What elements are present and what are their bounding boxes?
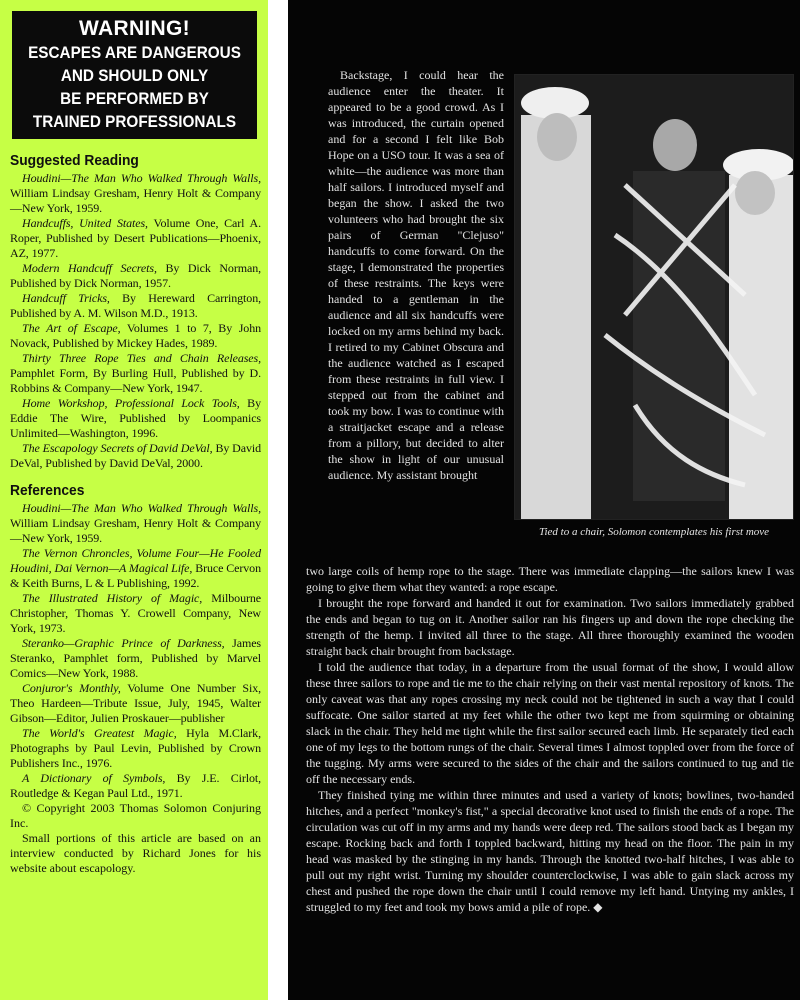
entry-details: Bruce Cervon & Keith Burns, L & L Publishing, 1992. [10, 561, 261, 590]
article-paragraph: They finished tying me within three minutes and used a variety of knots; bowlines, two-handed hitches, and a perfect "monkey's fist," a special decorative knot used to finish the ends of a rope. The circulation was cut off in my arms and my hands were deep red. The sailors stood back as I began my escape. Rocking back and forth I toppled backward, hitting my head on the floor. The pain in my head was masked by the stinging in my hands. Through the knotted two-half hitches, I was able to pull out my right wrist. Turning my shoulder counterclockwise, I was able to gain slack across my chest and pushed the rope down the chair until I could remove my left hand. Untying my ankles, I struggled to my feet and took my bows amid a pile of rope. ◆ [306, 788, 794, 914]
entry-details: By J.E. Cirlot, Routledge & Kegan Paul Ltd., 1971. [10, 771, 261, 800]
entry-title: The Escapology Secrets of David DeVal, [22, 441, 213, 455]
interview-note: Small portions of this article are based on an interview conducted by Richard Jones for his website about escapology. [10, 831, 261, 875]
entry-title: The Art of Escape, [22, 321, 121, 335]
gutter [268, 0, 288, 1000]
photo-caption: Tied to a chair, Solomon contemplates his first move [538, 526, 770, 538]
article-paragraph: I brought the rope forward and handed it out for examination. Two sailors immediately grabbed the ends and began to tug on it. Another sailor ran his fingers up and down the rope checking the strength of the hemp. I invited all three to the stage. All three thoroughly examined the wooden straight back chair brought from backstage. [306, 596, 794, 658]
bibliography-entry [10, 501, 261, 546]
entry-title: Steranko—Graphic Prince of Darkness, [22, 636, 225, 650]
warning-line: BE PERFORMED BY [60, 89, 209, 108]
warning-box [12, 11, 257, 139]
entry-details: James Steranko, Pamphlet form, Published by Marvel Comics—New York, 1988. [10, 636, 261, 680]
bibliography-entry [10, 261, 261, 291]
suggested-reading-heading: Suggested Reading [10, 152, 139, 169]
bibliography-entry [10, 321, 261, 351]
article-column-narrow [328, 67, 504, 483]
references-list [10, 501, 261, 801]
entry-title: Conjuror's Monthly, [22, 681, 121, 695]
bibliography-entry [10, 441, 261, 471]
entry-details: Pamphlet Form, By Burling Hull, Published by D. Robbins & Company—New York, 1947. [10, 366, 261, 395]
article-photo [514, 74, 794, 520]
bibliography-entry [10, 636, 261, 681]
entry-title: Home Workshop, Professional Lock Tools, [22, 396, 240, 410]
bibliography-entry [10, 171, 261, 216]
bibliography-entry [10, 726, 261, 771]
entry-title: Handcuffs, United States, [22, 216, 148, 230]
entry-details: Volumes 1 to 7, By John Novack, Published by Mickey Hades, 1989. [10, 321, 261, 350]
entry-title: Handcuff Tricks, [22, 291, 110, 305]
warning-line: ESCAPES ARE DANGEROUS [28, 43, 241, 62]
entry-details: Hyla M.Clark, Photographs by Paul Levin, Published by Crown Publishers Inc., 1976. [10, 726, 261, 770]
suggested-reading-list [10, 171, 261, 471]
entry-title: Modern Handcuff Secrets, [22, 261, 157, 275]
bibliography-entry [10, 351, 261, 396]
bibliography-entry [10, 591, 261, 636]
article-column-wide [306, 563, 794, 915]
entry-title: The Vernon Chroncles, Volume Four—He Fooled Houdini, Dai Vernon—A Magical Life, [10, 546, 261, 575]
bibliography-entry [10, 771, 261, 801]
bibliography-entry [10, 546, 261, 591]
references-heading: References [10, 482, 85, 499]
entry-details: William Lindsay Gresham, Henry Holt & Company—New York, 1959. [10, 186, 261, 215]
warning-line: AND SHOULD ONLY [60, 66, 209, 85]
bibliography-entry [10, 681, 261, 726]
sidebar-content [10, 152, 261, 876]
warning-line: TRAINED PROFESSIONALS [32, 112, 237, 131]
entry-title: A Dictionary of Symbols, [22, 771, 166, 785]
entry-title: The Illustrated History of Magic, [22, 591, 203, 605]
bibliography-entry [10, 216, 261, 261]
photo-illustration [515, 75, 794, 520]
article-paragraph: I told the audience that today, in a departure from the usual format of the show, I would allow these three sailors to rope and tie me to the chair relying on their vast mental repository of knots. The only caveat was that any ropes crossing my neck could not be tightened in such a way that I could suffocate. One sailor started at my feet while the other two kept me from squirming or obtaining slack in the chair. They held me tight while the first sailor secured each limb. He separately tied each one of my legs to the bottom rungs of the chair. Several times I almost toppled over from the force of the tugging. My arms were secured to the sides of the chair and the sailors continued to tug and tie off the necessary ends. [306, 660, 794, 786]
entry-title: The World's Greatest Magic, [22, 726, 177, 740]
bibliography-entry [10, 396, 261, 441]
entry-details: By Eddie The Wire, Published by Loompanics Unlimited—Washington, 1996. [10, 396, 261, 440]
entry-title: Houdini—The Man Who Walked Through Walls, [22, 501, 261, 515]
article-paragraph: two large coils of hemp rope to the stage. There was immediate clapping—the sailors knew I was going to give them what they wanted: a rope escape. [306, 564, 794, 594]
article-paragraph: Backstage, I could hear the audience enter the theater. It appeared to be a good crowd. As I was introduced, the curtain opened and for a second I felt like Bob Hope on a USO tour. It was a sea of white—the audience was more than half sailors. I introduced myself and began the show. I asked the two volunteers who had brought the six pairs of German "Clejuso" handcuffs to come forward. On the stage, I demonstrated the properties of these restraints. The keys were handed to a gentleman in the audience and all six handcuffs were locked on my arms behind my back. I retired to my Cabinet Obscura and the audience watched as I escaped from these restraints in full view. I stepped out from the cabinet and took my bow. I was to continue with a straitjacket escape and a release from a pillory, but decided to alter the show in light of our unusual audience. My assistant brought [328, 68, 504, 482]
entry-details: William Lindsay Gresham, Henry Holt & Company—New York, 1959. [10, 516, 261, 545]
entry-details: By David DeVal, Published by David DeVal, 2000. [10, 441, 261, 470]
entry-details: Milbourne Christopher, Thomas Y. Crowell Company, New York, 1973. [10, 591, 261, 635]
bibliography-entry [10, 291, 261, 321]
entry-details: By Hereward Carrington, Published by A. M. Wilson M.D., 1913. [10, 291, 261, 320]
entry-details: Volume One Number Six, Theo Hardeen—Tribute Issue, July, 1945, Walter Gibson—Editor, Julien Proskauer—publisher [10, 681, 261, 725]
entry-details: Volume One, Carl A. Roper, Published by Desert Publications—Phoenix, AZ, 1977. [10, 216, 261, 260]
entry-title: Thirty Three Rope Ties and Chain Releases, [22, 351, 261, 365]
entry-title: Houdini—The Man Who Walked Through Walls, [22, 171, 261, 185]
entry-details: By Dick Norman, Published by Dick Norman, 1957. [10, 261, 261, 290]
copyright-note: © Copyright 2003 Thomas Solomon Conjuring Inc. [10, 801, 261, 830]
warning-title: WARNING! [79, 17, 190, 40]
